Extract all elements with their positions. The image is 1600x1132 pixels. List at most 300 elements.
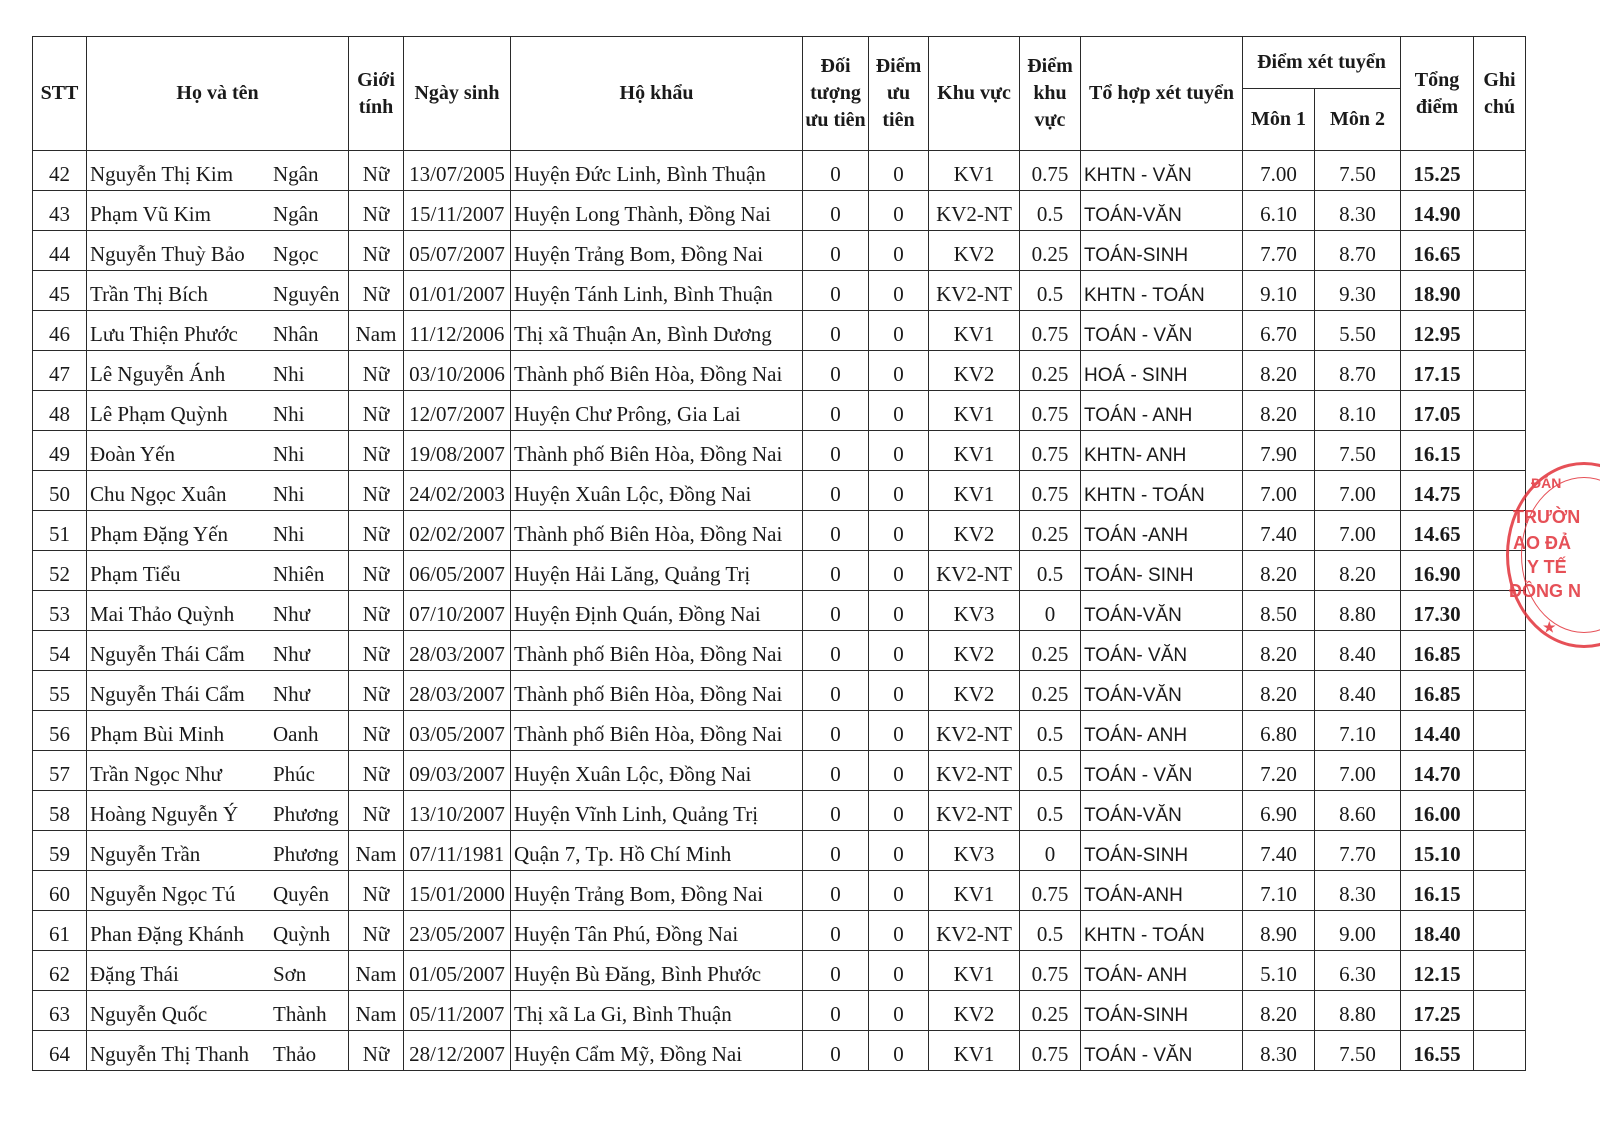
cell-name bbox=[87, 351, 349, 391]
cell-total: 17.05 bbox=[1401, 391, 1474, 431]
cell-area-points: 0 bbox=[1020, 831, 1081, 871]
given-name: Thành bbox=[273, 1002, 327, 1026]
cell-total: 18.90 bbox=[1401, 271, 1474, 311]
cell-area: KV1 bbox=[929, 471, 1020, 511]
cell-area: KV2 bbox=[929, 231, 1020, 271]
table-row bbox=[33, 991, 1526, 1031]
header-priority-group: Đối tượng ưu tiên bbox=[803, 37, 869, 151]
cell-subject-1: 7.70 bbox=[1243, 231, 1315, 271]
first-name: Phạm Tiểu bbox=[90, 562, 181, 586]
cell-subject-1: 6.90 bbox=[1243, 791, 1315, 831]
cell-note bbox=[1474, 911, 1526, 951]
cell-subject-2: 8.20 bbox=[1315, 551, 1401, 591]
cell-hometown: Thành phố Biên Hòa, Đồng Nai bbox=[511, 351, 803, 391]
header-area: Khu vực bbox=[929, 37, 1020, 151]
cell-dob: 15/11/2007 bbox=[404, 191, 511, 231]
given-name: Như bbox=[273, 602, 311, 626]
cell-area: KV3 bbox=[929, 831, 1020, 871]
cell-area: KV1 bbox=[929, 871, 1020, 911]
table-row bbox=[33, 911, 1526, 951]
cell-hometown: Thành phố Biên Hòa, Đồng Nai bbox=[511, 511, 803, 551]
cell-name bbox=[87, 911, 349, 951]
cell-dob: 15/01/2000 bbox=[404, 871, 511, 911]
first-name: Chu Ngọc Xuân bbox=[90, 482, 227, 506]
given-name: Phúc bbox=[273, 762, 315, 786]
cell-priority-group: 0 bbox=[803, 671, 869, 711]
cell-note bbox=[1474, 991, 1526, 1031]
cell-note bbox=[1474, 711, 1526, 751]
first-name: Mai Thảo Quỳnh bbox=[90, 602, 235, 626]
cell-subject-2: 8.70 bbox=[1315, 351, 1401, 391]
cell-combo: TOÁN- ANH bbox=[1081, 711, 1243, 751]
cell-subject-2: 7.50 bbox=[1315, 431, 1401, 471]
cell-dob: 05/11/2007 bbox=[404, 991, 511, 1031]
cell-name bbox=[87, 511, 349, 551]
cell-subject-1: 8.20 bbox=[1243, 631, 1315, 671]
first-name: Phạm Đặng Yến bbox=[90, 522, 229, 546]
cell-note bbox=[1474, 631, 1526, 671]
cell-subject-1: 7.00 bbox=[1243, 151, 1315, 191]
cell-area-points: 0.5 bbox=[1020, 191, 1081, 231]
cell-stt: 59 bbox=[33, 831, 87, 871]
cell-total: 15.10 bbox=[1401, 831, 1474, 871]
cell-name bbox=[87, 791, 349, 831]
header-hometown: Hộ khẩu bbox=[511, 37, 803, 151]
given-name: Nhi bbox=[273, 402, 305, 426]
cell-note bbox=[1474, 871, 1526, 911]
cell-subject-1: 8.20 bbox=[1243, 671, 1315, 711]
cell-hometown: Thị xã Thuận An, Bình Dương bbox=[511, 311, 803, 351]
cell-gender: Nữ bbox=[349, 511, 404, 551]
cell-note bbox=[1474, 671, 1526, 711]
cell-stt: 57 bbox=[33, 751, 87, 791]
table-row bbox=[33, 551, 1526, 591]
cell-combo: TOÁN - VĂN bbox=[1081, 751, 1243, 791]
cell-area: KV2-NT bbox=[929, 911, 1020, 951]
cell-area-points: 0.5 bbox=[1020, 791, 1081, 831]
cell-name bbox=[87, 311, 349, 351]
table-row bbox=[33, 591, 1526, 631]
cell-priority-group: 0 bbox=[803, 431, 869, 471]
first-name: Nguyễn Trần bbox=[90, 842, 201, 866]
cell-priority-points: 0 bbox=[869, 231, 929, 271]
admission-score-table bbox=[32, 36, 1526, 1071]
cell-subject-2: 8.80 bbox=[1315, 591, 1401, 631]
header-name: Họ và tên bbox=[87, 37, 349, 151]
cell-priority-group: 0 bbox=[803, 631, 869, 671]
cell-note bbox=[1474, 311, 1526, 351]
cell-name bbox=[87, 391, 349, 431]
cell-hometown: Thành phố Biên Hòa, Đồng Nai bbox=[511, 431, 803, 471]
table-row bbox=[33, 1031, 1526, 1071]
cell-subject-1: 8.90 bbox=[1243, 911, 1315, 951]
cell-total: 14.75 bbox=[1401, 471, 1474, 511]
cell-combo: TOÁN- ANH bbox=[1081, 951, 1243, 991]
cell-area-points: 0.5 bbox=[1020, 911, 1081, 951]
cell-dob: 01/05/2007 bbox=[404, 951, 511, 991]
cell-hometown: Huyện Vĩnh Linh, Quảng Trị bbox=[511, 791, 803, 831]
first-name: Nguyễn Thái Cẩm bbox=[90, 642, 245, 666]
given-name: Ngân bbox=[273, 202, 319, 226]
cell-priority-group: 0 bbox=[803, 391, 869, 431]
cell-stt: 56 bbox=[33, 711, 87, 751]
cell-priority-points: 0 bbox=[869, 311, 929, 351]
table-row bbox=[33, 791, 1526, 831]
cell-subject-1: 7.40 bbox=[1243, 831, 1315, 871]
cell-dob: 28/12/2007 bbox=[404, 1031, 511, 1071]
cell-area-points: 0.75 bbox=[1020, 391, 1081, 431]
cell-note bbox=[1474, 431, 1526, 471]
cell-combo: TOÁN - ANH bbox=[1081, 391, 1243, 431]
cell-subject-2: 7.50 bbox=[1315, 151, 1401, 191]
first-name: Phạm Vũ Kim bbox=[90, 202, 211, 226]
cell-stt: 58 bbox=[33, 791, 87, 831]
cell-priority-group: 0 bbox=[803, 591, 869, 631]
header-area-points: Điểm khu vực bbox=[1020, 37, 1081, 151]
cell-priority-group: 0 bbox=[803, 471, 869, 511]
cell-area-points: 0.75 bbox=[1020, 151, 1081, 191]
cell-name bbox=[87, 991, 349, 1031]
cell-note bbox=[1474, 1031, 1526, 1071]
cell-area: KV1 bbox=[929, 431, 1020, 471]
cell-total: 16.15 bbox=[1401, 431, 1474, 471]
cell-gender: Nam bbox=[349, 991, 404, 1031]
cell-gender: Nam bbox=[349, 951, 404, 991]
table-row bbox=[33, 271, 1526, 311]
cell-priority-group: 0 bbox=[803, 871, 869, 911]
cell-area-points: 0.75 bbox=[1020, 951, 1081, 991]
cell-priority-points: 0 bbox=[869, 551, 929, 591]
header-total: Tổng điểm bbox=[1401, 37, 1474, 151]
cell-gender: Nữ bbox=[349, 191, 404, 231]
cell-subject-2: 7.50 bbox=[1315, 1031, 1401, 1071]
cell-combo: TOÁN-VĂN bbox=[1081, 791, 1243, 831]
cell-priority-points: 0 bbox=[869, 911, 929, 951]
cell-hometown: Huyện Đức Linh, Bình Thuận bbox=[511, 151, 803, 191]
cell-note bbox=[1474, 151, 1526, 191]
cell-priority-group: 0 bbox=[803, 711, 869, 751]
cell-priority-points: 0 bbox=[869, 591, 929, 631]
first-name: Trần Thị Bích bbox=[90, 282, 208, 306]
cell-combo: TOÁN-VĂN bbox=[1081, 591, 1243, 631]
cell-priority-points: 0 bbox=[869, 431, 929, 471]
cell-priority-group: 0 bbox=[803, 311, 869, 351]
cell-hometown: Thành phố Biên Hòa, Đồng Nai bbox=[511, 631, 803, 671]
cell-subject-2: 8.30 bbox=[1315, 191, 1401, 231]
given-name: Phương bbox=[273, 842, 339, 866]
cell-area-points: 0.75 bbox=[1020, 431, 1081, 471]
cell-name bbox=[87, 671, 349, 711]
given-name: Nhân bbox=[273, 322, 319, 346]
cell-dob: 01/01/2007 bbox=[404, 271, 511, 311]
cell-stt: 48 bbox=[33, 391, 87, 431]
first-name: Lê Phạm Quỳnh bbox=[90, 402, 228, 426]
cell-total: 12.95 bbox=[1401, 311, 1474, 351]
cell-area-points: 0.25 bbox=[1020, 671, 1081, 711]
cell-total: 14.90 bbox=[1401, 191, 1474, 231]
cell-gender: Nữ bbox=[349, 911, 404, 951]
cell-name bbox=[87, 471, 349, 511]
cell-hometown: Huyện Cẩm Mỹ, Đồng Nai bbox=[511, 1031, 803, 1071]
first-name: Hoàng Nguyễn Ý bbox=[90, 802, 239, 826]
cell-subject-1: 8.20 bbox=[1243, 551, 1315, 591]
cell-subject-1: 6.70 bbox=[1243, 311, 1315, 351]
cell-dob: 24/02/2003 bbox=[404, 471, 511, 511]
cell-stt: 62 bbox=[33, 951, 87, 991]
first-name: Nguyễn Quốc bbox=[90, 1002, 208, 1026]
cell-priority-group: 0 bbox=[803, 351, 869, 391]
cell-name bbox=[87, 951, 349, 991]
cell-stt: 53 bbox=[33, 591, 87, 631]
cell-note bbox=[1474, 751, 1526, 791]
cell-subject-2: 7.70 bbox=[1315, 831, 1401, 871]
table-row bbox=[33, 711, 1526, 751]
cell-name bbox=[87, 151, 349, 191]
cell-area: KV1 bbox=[929, 951, 1020, 991]
cell-area-points: 0.5 bbox=[1020, 751, 1081, 791]
header-stt: STT bbox=[33, 37, 87, 151]
cell-dob: 12/07/2007 bbox=[404, 391, 511, 431]
stamp-text-2: TRƯỜN bbox=[1513, 507, 1581, 527]
cell-area-points: 0.5 bbox=[1020, 551, 1081, 591]
table-row bbox=[33, 351, 1526, 391]
table-row bbox=[33, 831, 1526, 871]
cell-priority-points: 0 bbox=[869, 751, 929, 791]
cell-stt: 60 bbox=[33, 871, 87, 911]
cell-subject-1: 8.30 bbox=[1243, 1031, 1315, 1071]
cell-priority-group: 0 bbox=[803, 911, 869, 951]
cell-area-points: 0 bbox=[1020, 591, 1081, 631]
cell-hometown: Quận 7, Tp. Hồ Chí Minh bbox=[511, 831, 803, 871]
cell-dob: 05/07/2007 bbox=[404, 231, 511, 271]
cell-area: KV3 bbox=[929, 591, 1020, 631]
given-name: Nhi bbox=[273, 522, 305, 546]
cell-subject-1: 9.10 bbox=[1243, 271, 1315, 311]
cell-area: KV2-NT bbox=[929, 791, 1020, 831]
cell-priority-group: 0 bbox=[803, 791, 869, 831]
cell-hometown: Huyện Xuân Lộc, Đồng Nai bbox=[511, 751, 803, 791]
cell-area-points: 0.25 bbox=[1020, 991, 1081, 1031]
cell-dob: 02/02/2007 bbox=[404, 511, 511, 551]
cell-priority-points: 0 bbox=[869, 391, 929, 431]
cell-dob: 07/11/1981 bbox=[404, 831, 511, 871]
cell-stt: 44 bbox=[33, 231, 87, 271]
cell-priority-group: 0 bbox=[803, 511, 869, 551]
cell-total: 16.85 bbox=[1401, 631, 1474, 671]
cell-priority-points: 0 bbox=[869, 631, 929, 671]
cell-total: 16.00 bbox=[1401, 791, 1474, 831]
cell-area-points: 0.75 bbox=[1020, 1031, 1081, 1071]
table-row bbox=[33, 191, 1526, 231]
cell-area: KV2 bbox=[929, 991, 1020, 1031]
cell-stt: 52 bbox=[33, 551, 87, 591]
given-name: Ngọc bbox=[273, 242, 319, 266]
cell-gender: Nữ bbox=[349, 871, 404, 911]
table-row bbox=[33, 671, 1526, 711]
cell-subject-1: 6.80 bbox=[1243, 711, 1315, 751]
cell-combo: TOÁN - VĂN bbox=[1081, 311, 1243, 351]
cell-subject-2: 9.30 bbox=[1315, 271, 1401, 311]
header-gender: Giới tính bbox=[349, 37, 404, 151]
cell-subject-1: 5.10 bbox=[1243, 951, 1315, 991]
cell-hometown: Thành phố Biên Hòa, Đồng Nai bbox=[511, 671, 803, 711]
cell-gender: Nữ bbox=[349, 551, 404, 591]
cell-hometown: Huyện Định Quán, Đồng Nai bbox=[511, 591, 803, 631]
cell-hometown: Huyện Bù Đăng, Bình Phước bbox=[511, 951, 803, 991]
cell-gender: Nữ bbox=[349, 791, 404, 831]
first-name: Đoàn Yến bbox=[90, 442, 175, 466]
cell-stt: 51 bbox=[33, 511, 87, 551]
cell-note bbox=[1474, 831, 1526, 871]
cell-priority-points: 0 bbox=[869, 271, 929, 311]
given-name: Phương bbox=[273, 802, 339, 826]
cell-area-points: 0.5 bbox=[1020, 271, 1081, 311]
cell-subject-1: 8.20 bbox=[1243, 991, 1315, 1031]
cell-area: KV2-NT bbox=[929, 751, 1020, 791]
cell-name bbox=[87, 831, 349, 871]
cell-combo: TOÁN-SINH bbox=[1081, 991, 1243, 1031]
cell-total: 16.85 bbox=[1401, 671, 1474, 711]
cell-name bbox=[87, 431, 349, 471]
cell-combo: KHTN- ANH bbox=[1081, 431, 1243, 471]
cell-combo: TOÁN-SINH bbox=[1081, 831, 1243, 871]
stamp-text-5: ĐỒNG N bbox=[1509, 581, 1581, 601]
cell-total: 16.15 bbox=[1401, 871, 1474, 911]
cell-priority-group: 0 bbox=[803, 191, 869, 231]
cell-stt: 64 bbox=[33, 1031, 87, 1071]
cell-stt: 45 bbox=[33, 271, 87, 311]
cell-gender: Nữ bbox=[349, 271, 404, 311]
cell-subject-1: 8.50 bbox=[1243, 591, 1315, 631]
table-row bbox=[33, 311, 1526, 351]
cell-dob: 13/07/2005 bbox=[404, 151, 511, 191]
given-name: Nhi bbox=[273, 362, 305, 386]
table-row bbox=[33, 471, 1526, 511]
cell-priority-points: 0 bbox=[869, 871, 929, 911]
cell-combo: TOÁN-ANH bbox=[1081, 871, 1243, 911]
cell-hometown: Huyện Chư Prông, Gia Lai bbox=[511, 391, 803, 431]
header-priority-points: Điểm ưu tiên bbox=[869, 37, 929, 151]
cell-priority-group: 0 bbox=[803, 751, 869, 791]
given-name: Quỳnh bbox=[273, 922, 331, 946]
cell-name bbox=[87, 751, 349, 791]
cell-total: 14.65 bbox=[1401, 511, 1474, 551]
cell-subject-1: 7.10 bbox=[1243, 871, 1315, 911]
first-name: Nguyễn Thị Kim bbox=[90, 162, 234, 186]
cell-area: KV2-NT bbox=[929, 551, 1020, 591]
cell-dob: 06/05/2007 bbox=[404, 551, 511, 591]
cell-name bbox=[87, 1031, 349, 1071]
cell-gender: Nữ bbox=[349, 671, 404, 711]
cell-note bbox=[1474, 271, 1526, 311]
cell-gender: Nữ bbox=[349, 231, 404, 271]
cell-hometown: Huyện Tân Phú, Đồng Nai bbox=[511, 911, 803, 951]
first-name: Phan Đặng Khánh bbox=[90, 922, 244, 946]
first-name: Lưu Thiện Phước bbox=[90, 322, 238, 346]
table-row bbox=[33, 751, 1526, 791]
cell-stt: 50 bbox=[33, 471, 87, 511]
cell-stt: 61 bbox=[33, 911, 87, 951]
table-row bbox=[33, 511, 1526, 551]
cell-priority-group: 0 bbox=[803, 991, 869, 1031]
cell-area: KV2 bbox=[929, 631, 1020, 671]
cell-area: KV2-NT bbox=[929, 271, 1020, 311]
cell-name bbox=[87, 191, 349, 231]
cell-note bbox=[1474, 951, 1526, 991]
cell-combo: TOÁN-VĂN bbox=[1081, 671, 1243, 711]
cell-combo: TOÁN- SINH bbox=[1081, 551, 1243, 591]
table-row bbox=[33, 631, 1526, 671]
cell-stt: 49 bbox=[33, 431, 87, 471]
cell-area-points: 0.25 bbox=[1020, 511, 1081, 551]
cell-subject-1: 6.10 bbox=[1243, 191, 1315, 231]
given-name: Nhi bbox=[273, 482, 305, 506]
cell-gender: Nam bbox=[349, 831, 404, 871]
cell-note bbox=[1474, 391, 1526, 431]
cell-total: 18.40 bbox=[1401, 911, 1474, 951]
table-body bbox=[33, 151, 1526, 1071]
first-name: Đặng Thái bbox=[90, 962, 179, 986]
cell-area: KV1 bbox=[929, 1031, 1020, 1071]
cell-area: KV1 bbox=[929, 151, 1020, 191]
cell-subject-1: 7.90 bbox=[1243, 431, 1315, 471]
stamp-star-icon: ★ bbox=[1543, 619, 1556, 635]
cell-priority-group: 0 bbox=[803, 1031, 869, 1071]
cell-combo: KHTN - TOÁN bbox=[1081, 271, 1243, 311]
cell-total: 17.15 bbox=[1401, 351, 1474, 391]
cell-hometown: Huyện Trảng Bom, Đồng Nai bbox=[511, 871, 803, 911]
stamp-text-3: AO ĐẢ bbox=[1513, 533, 1571, 553]
cell-subject-2: 7.10 bbox=[1315, 711, 1401, 751]
cell-priority-group: 0 bbox=[803, 151, 869, 191]
cell-subject-2: 7.00 bbox=[1315, 751, 1401, 791]
header-note: Ghi chú bbox=[1474, 37, 1526, 151]
cell-area: KV2-NT bbox=[929, 711, 1020, 751]
cell-area-points: 0.25 bbox=[1020, 351, 1081, 391]
cell-gender: Nữ bbox=[349, 391, 404, 431]
cell-combo: HOÁ - SINH bbox=[1081, 351, 1243, 391]
cell-hometown: Huyện Tánh Linh, Bình Thuận bbox=[511, 271, 803, 311]
cell-subject-2: 6.30 bbox=[1315, 951, 1401, 991]
table-row bbox=[33, 151, 1526, 191]
cell-hometown: Huyện Trảng Bom, Đồng Nai bbox=[511, 231, 803, 271]
cell-priority-points: 0 bbox=[869, 351, 929, 391]
cell-hometown: Huyện Long Thành, Đồng Nai bbox=[511, 191, 803, 231]
given-name: Nhiên bbox=[273, 562, 325, 586]
cell-priority-points: 0 bbox=[869, 151, 929, 191]
cell-dob: 07/10/2007 bbox=[404, 591, 511, 631]
cell-name bbox=[87, 231, 349, 271]
cell-subject-1: 7.00 bbox=[1243, 471, 1315, 511]
cell-hometown: Huyện Xuân Lộc, Đồng Nai bbox=[511, 471, 803, 511]
cell-dob: 09/03/2007 bbox=[404, 751, 511, 791]
cell-subject-1: 7.20 bbox=[1243, 751, 1315, 791]
cell-combo: KHTN - TOÁN bbox=[1081, 471, 1243, 511]
cell-priority-group: 0 bbox=[803, 231, 869, 271]
cell-priority-points: 0 bbox=[869, 991, 929, 1031]
cell-priority-points: 0 bbox=[869, 471, 929, 511]
cell-combo: TOÁN - VĂN bbox=[1081, 1031, 1243, 1071]
cell-subject-2: 8.10 bbox=[1315, 391, 1401, 431]
cell-combo: TOÁN-SINH bbox=[1081, 231, 1243, 271]
given-name: Thảo bbox=[273, 1042, 317, 1066]
table-row bbox=[33, 391, 1526, 431]
cell-gender: Nữ bbox=[349, 431, 404, 471]
cell-gender: Nữ bbox=[349, 1031, 404, 1071]
cell-priority-points: 0 bbox=[869, 831, 929, 871]
cell-stt: 43 bbox=[33, 191, 87, 231]
given-name: Oanh bbox=[273, 722, 319, 746]
